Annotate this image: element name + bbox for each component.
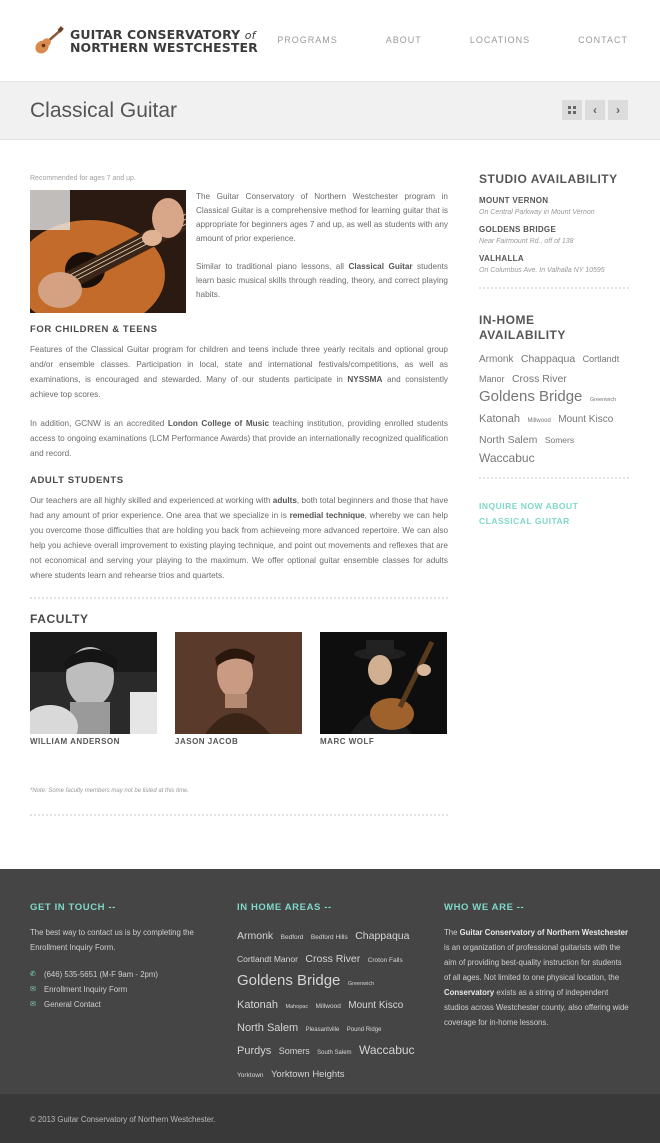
location-desc: On Columbus Ave. In Valhalla NY 10595: [479, 267, 605, 274]
tag-link[interactable]: Greenwich: [589, 397, 617, 403]
location-name: GOLDENS BRIDGE: [479, 225, 557, 234]
guitar-photo: [30, 190, 186, 313]
tag-link[interactable]: Bedford: [280, 934, 304, 941]
faculty-photo[interactable]: [320, 632, 447, 734]
tag-link[interactable]: Chappaqua: [355, 930, 410, 942]
location-name: VALHALLA: [479, 254, 524, 263]
faculty-card[interactable]: [320, 632, 447, 746]
tag-link[interactable]: Yorktown Heights: [270, 1069, 345, 1080]
tag-link[interactable]: Goldens Bridge: [237, 972, 341, 989]
tag-link[interactable]: Mount Kisco: [558, 414, 614, 425]
mail-icon: ✉: [30, 986, 36, 993]
tag-link[interactable]: Somers: [544, 435, 575, 445]
footer-areas-column: [237, 902, 422, 1086]
inhome-tag-cloud: [479, 349, 629, 467]
footer-who-column: [444, 902, 629, 1030]
tag-link[interactable]: South Salem: [317, 1050, 352, 1056]
footer-tag-cloud: [237, 925, 422, 1086]
tag-link[interactable]: Chappaqua: [520, 353, 576, 365]
faculty-heading: FACULTY: [30, 612, 89, 626]
grid-icon: [568, 106, 576, 114]
phone-icon: ✆: [30, 971, 36, 978]
faculty-photo[interactable]: [175, 632, 302, 734]
nav-locations[interactable]: LOCATIONS: [469, 35, 531, 45]
grid-view-button[interactable]: [562, 100, 582, 120]
footer-areas-heading: IN HOME AREAS --: [237, 902, 332, 913]
tag-link[interactable]: Cortlandt Manor: [237, 954, 298, 964]
inhome-heading: IN-HOME AVAILABILITY: [479, 313, 566, 342]
tag-link[interactable]: Cross River: [511, 373, 567, 385]
tag-link[interactable]: Armonk: [237, 930, 274, 942]
nav-contact[interactable]: CONTACT: [578, 35, 628, 45]
site-header: [0, 0, 660, 82]
tag-link[interactable]: Mahopac: [285, 1004, 309, 1010]
children-heading: FOR CHILDREN & TEENS: [30, 324, 158, 335]
faculty-photo[interactable]: [30, 632, 157, 734]
footer-enroll-link[interactable]: ✉ Enrollment Inquiry Form: [30, 982, 215, 997]
intro-paragraph-1: The Guitar Conservatory of Northern Westchester program in Classical Guitar is a comprehensive method for learning guitar that is appropriate for beginners ages 7 and up, as well as students with any amount of prior experience.: [196, 192, 448, 243]
tag-link[interactable]: Katonah: [237, 999, 278, 1011]
tag-link[interactable]: Pleasantville: [305, 1027, 340, 1033]
tag-link[interactable]: Pound Ridge: [346, 1027, 382, 1033]
faculty-card[interactable]: [175, 632, 302, 746]
studio-locations: [479, 196, 629, 274]
divider: [479, 477, 629, 479]
divider: [479, 287, 629, 289]
tag-link[interactable]: North Salem: [237, 1022, 299, 1034]
tag-link[interactable]: Purdys: [237, 1045, 272, 1057]
guitar-photo-illustration: [30, 190, 186, 313]
adult-heading: ADULT STUDENTS: [30, 475, 124, 486]
tag-link[interactable]: Goldens Bridge: [479, 388, 583, 405]
studio-heading: STUDIO AVAILABILITY: [479, 172, 618, 186]
footer-who-text: The Guitar Conservatory of Northern Westchester is an organization of professional guitarists with the aim of providing best-quality instruction for students of all ages. Not limited to one physical location, the Conservatory exists as a string of independent studios across Westchester county, also offering wide coverage for in-home lessons.: [444, 928, 629, 1027]
intro-section: [30, 190, 448, 316]
location-desc: On Central Parkway in Mount Vernon: [479, 209, 595, 216]
tag-link[interactable]: Yorktown: [237, 1072, 264, 1079]
footer-touch-heading: GET IN TOUCH --: [30, 902, 116, 913]
prev-button[interactable]: [585, 100, 605, 120]
tag-link[interactable]: Armonk: [479, 354, 514, 365]
footer-who-heading: WHO WE ARE --: [444, 902, 525, 913]
location-name: MOUNT VERNON: [479, 196, 549, 205]
page-pager: [559, 100, 628, 120]
sidebar: [479, 172, 629, 529]
site-logo[interactable]: [32, 25, 258, 57]
faculty-name[interactable]: MARC WOLF: [320, 737, 375, 746]
footer-general-link[interactable]: ✉ General Contact: [30, 997, 215, 1012]
faculty-name[interactable]: WILLIAM ANDERSON: [30, 737, 120, 746]
intro-paragraph-2: Similar to traditional piano lessons, all Classical Guitar students learn basic musical skills through reading, theory, and correct playing habits.: [196, 262, 448, 299]
logo-text-line2: NORTHERN WESTCHESTER: [70, 39, 258, 55]
mail-icon: ✉: [30, 1001, 36, 1008]
site-footer: [0, 869, 660, 1094]
title-bar: [0, 82, 660, 140]
children-paragraph-1: Features of the Classical Guitar program for children and teens include three yearly recitals and optional group and/or ensemble classes. Participation in local, state and international festivals/competitions, as well as examinations, is encouraged and stewarded. Many of our students participate in NYSSMA and consistently achieve top scores.: [30, 345, 448, 399]
footer-contact-column: [30, 902, 215, 1012]
divider: [30, 597, 448, 599]
adult-paragraph: Our teachers are all highly skilled and experienced at working with adults, both total beginners and those that have had any amount of prior experience. One area that we specialize in is remedial technique, whereby we can help you overcome those difficulties that are holding you back from achieveing more advanced repertoire. We can also help you achieve overall improvement to existing playing technique, and point out movements and reflexes that are not economical and serving your playing to the maximum. We offer optional guitar ensemble classes for adults where students learn and rehearse trios and quartets.: [30, 496, 448, 580]
logo-text-line1: GUITAR CONSERVATORY: [70, 26, 241, 42]
chevron-left-icon: ‹: [593, 103, 597, 117]
footer-phone[interactable]: ✆ (646) 535-5651 (M-F 9am - 2pm): [30, 967, 215, 982]
tag-link[interactable]: Manor: [479, 374, 505, 384]
tag-link[interactable]: Croton Falls: [367, 957, 403, 964]
faculty-list: [30, 632, 448, 746]
copyright: © 2013 Guitar Conservatory of Northern Westchester.: [30, 1115, 216, 1124]
tag-link[interactable]: Millwood: [527, 418, 551, 424]
next-button[interactable]: [608, 100, 628, 120]
inquire-link[interactable]: INQUIRE NOW ABOUT CLASSICAL GUITAR: [479, 501, 579, 526]
tag-link[interactable]: Mount Kisco: [348, 1000, 404, 1011]
tag-link[interactable]: Cross River: [305, 953, 361, 965]
main-nav: [277, 35, 628, 45]
footer-touch-text: The best way to contact us is by completing the Enrollment Inquiry Form.: [30, 928, 194, 952]
faculty-note: *Note: Some faculty members may not be listed at this time.: [30, 788, 190, 794]
logo-text-of: of: [244, 28, 256, 42]
page-title: Classical Guitar: [30, 99, 178, 122]
tag-link[interactable]: Waccabuc: [479, 451, 535, 465]
tag-link[interactable]: Greenwich: [347, 981, 375, 987]
tag-link[interactable]: Bedford Hills: [310, 934, 348, 941]
tag-link[interactable]: Waccabuc: [358, 1043, 415, 1057]
faculty-name[interactable]: JASON JACOB: [175, 737, 239, 746]
location-desc: Near Fairmount Rd., off of 138: [479, 238, 574, 245]
guitar-logo-icon: [32, 25, 64, 57]
nav-about[interactable]: ABOUT: [385, 35, 422, 45]
main-content: [30, 175, 448, 816]
nav-programs[interactable]: PROGRAMS: [277, 35, 338, 45]
divider: [30, 814, 448, 816]
children-paragraph-2: In addition, GCNW is an accredited London College of Music teaching institution, providing enrolled students access to ongoing examinations (LCM Performance Awards) that provide an internationally recognized qualification and record.: [30, 419, 448, 458]
tag-link[interactable]: Cortlandt: [582, 354, 620, 364]
tag-link[interactable]: Somers: [278, 1046, 310, 1056]
faculty-card[interactable]: [30, 632, 157, 746]
tag-link[interactable]: Katonah: [479, 413, 520, 425]
tag-link[interactable]: North Salem: [479, 434, 538, 446]
chevron-right-icon: ›: [616, 103, 620, 117]
tag-link[interactable]: Millwood: [315, 1003, 341, 1010]
recommended-age: Recommended for ages 7 and up.: [30, 175, 136, 182]
bottom-bar: [0, 1094, 660, 1143]
